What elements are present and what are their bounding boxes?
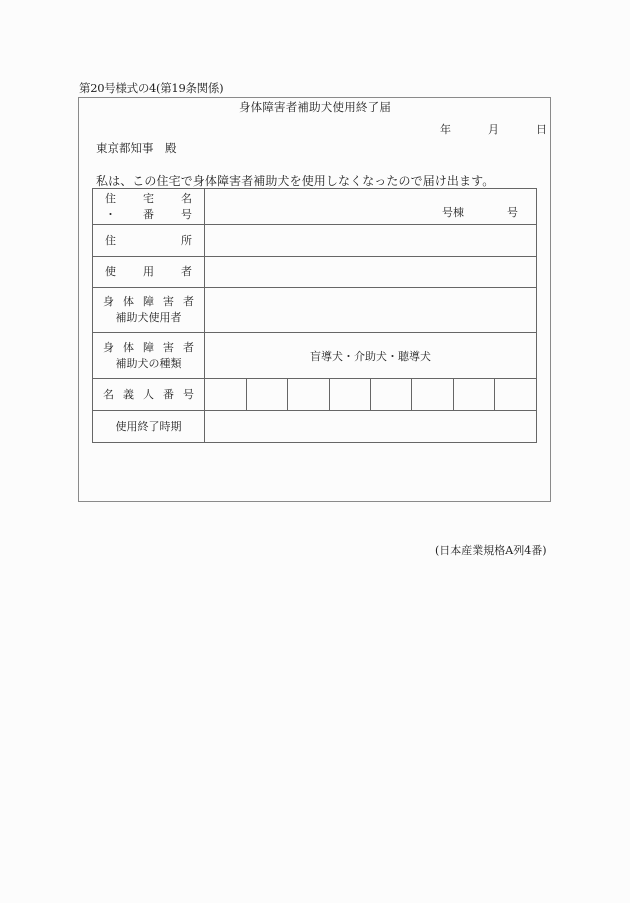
holder-number-digit-3[interactable] bbox=[288, 379, 329, 410]
label-dog-user: 身 体 障 害 者 補助犬使用者 bbox=[93, 288, 205, 333]
year-label: 年 bbox=[440, 123, 451, 136]
room-suffix: 号 bbox=[507, 206, 518, 219]
label-dog-type: 身 体 障 害 者 補助犬の種類 bbox=[93, 333, 205, 379]
recipient: 東京都知事 殿 bbox=[96, 141, 177, 155]
address-input-field[interactable] bbox=[205, 225, 537, 257]
label-housing-name-number: 住 宅 名 ・ 番 号 bbox=[93, 189, 205, 225]
holder-number-digit-6[interactable] bbox=[412, 379, 453, 410]
label-address: 住 所 bbox=[93, 225, 205, 257]
row-user bbox=[93, 257, 537, 288]
row-holder-number bbox=[93, 379, 537, 411]
row-dog-user bbox=[93, 288, 537, 333]
application-table bbox=[92, 188, 537, 443]
holder-number-digit-2[interactable] bbox=[246, 379, 287, 410]
end-period-input-field[interactable] bbox=[205, 411, 537, 443]
building-suffix: 号棟 bbox=[442, 206, 464, 219]
document-title: 身体障害者補助犬使用終了届 bbox=[238, 100, 392, 114]
label-holder-number: 名 義 人 番 号 bbox=[93, 379, 205, 411]
holder-number-digit-8[interactable] bbox=[495, 379, 536, 410]
label-end-period: 使用終了時期 bbox=[93, 411, 205, 443]
dog-user-input-field[interactable] bbox=[205, 288, 537, 333]
row-address bbox=[93, 225, 537, 257]
user-input-field[interactable] bbox=[205, 257, 537, 288]
declaration-text: 私は、この住宅で身体障害者補助犬を使用しなくなったので届け出ます。 bbox=[96, 174, 495, 188]
row-housing bbox=[93, 189, 537, 225]
paper-size-note: (日本産業規格A列4番) bbox=[435, 544, 547, 557]
month-label: 月 bbox=[488, 123, 499, 136]
holder-number-digit-5[interactable] bbox=[371, 379, 412, 410]
holder-number-digit-1[interactable] bbox=[205, 379, 246, 410]
housing-input-field[interactable] bbox=[205, 189, 537, 225]
label-user: 使 用 者 bbox=[93, 257, 205, 288]
form-number: 第20号様式の4(第19条関係) bbox=[79, 81, 224, 95]
row-dog-type bbox=[93, 333, 537, 379]
dog-type-options[interactable]: 盲導犬・介助犬・聴導犬 bbox=[205, 333, 537, 379]
holder-number-digit-4[interactable] bbox=[329, 379, 370, 410]
day-label: 日 bbox=[536, 123, 547, 136]
date-line bbox=[440, 121, 547, 137]
holder-number-digit-7[interactable] bbox=[453, 379, 494, 410]
holder-number-grid bbox=[205, 379, 537, 411]
row-end-period bbox=[93, 411, 537, 443]
